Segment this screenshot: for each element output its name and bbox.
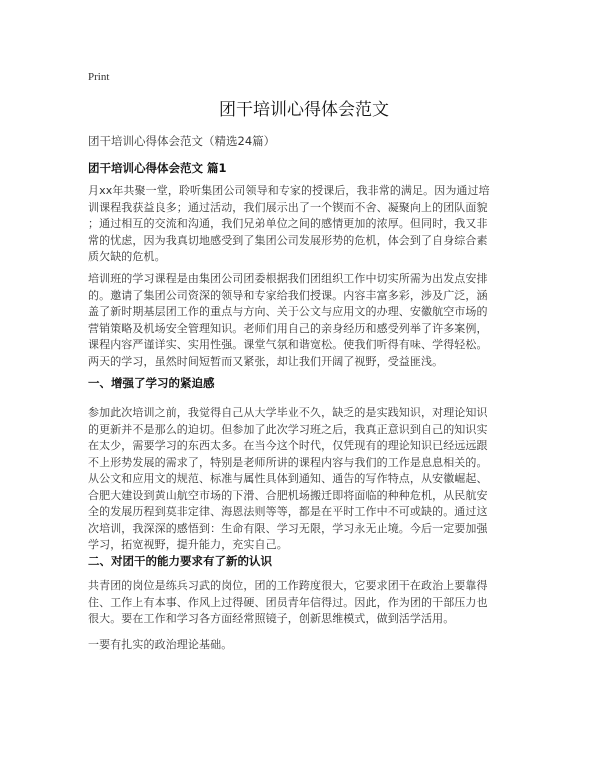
paragraph-2: [88, 271, 520, 370]
paragraph-line: 的。邀请了集团公司资深的领导和专家给我们授课。内容丰富多彩，涉及广泛，涵: [88, 288, 488, 302]
paragraph-line: 盖了新时期基层团工作的重点与方向、关于公文与应用文的办理、安徽航空市场的: [88, 305, 488, 318]
paragraph-line: 全的发展历程到莫非定律、海恩法则等等，都是在平时工作中不可或缺的。通过这: [88, 505, 488, 518]
paragraph-5: [88, 637, 520, 654]
paragraph-line: 不上形势发展的需求了，特别是老师所讲的课程内容与我们的工作是息息相关的。: [88, 455, 488, 469]
section-heading: 团干培训心得体会范文 篇1: [88, 161, 227, 175]
paragraph-line: 的更新并不是那么的迫切。但参加了此次学习班之后，我真正意识到自己的知识实: [88, 422, 488, 436]
paragraph-line: 学习，拓宽视野，提升能力，充实自己。: [88, 538, 288, 551]
paragraph-line: 在太少，需要学习的东西太多。在当今这个时代，仅凭现有的理论知识已经远远跟: [88, 439, 488, 452]
paragraph-line: 两天的学习，虽然时间短暂而又紧张，却让我们开阔了视野，受益匪浅。: [88, 354, 444, 368]
paragraph-line: 很大。要在工作和学习各方面经常照镜子，创新思维模式，做到活学活用。: [88, 612, 455, 625]
paragraph-1: [88, 183, 520, 266]
paragraph-line: 参加此次培训之前，我觉得自己从大学毕业不久，缺乏的是实践知识，对理论知识: [88, 406, 488, 419]
paragraph-line: 训课程我获益良多；通过活动，我们展示出了一个锲而不舍、凝聚向上的团队面貌: [88, 200, 488, 214]
paragraph-line: 合肥大建设到黄山航空市场的下滑、合肥机场搬迁即将面临的种种危机，从民航安: [88, 488, 488, 502]
subheading-2: 二、对团干的能力要求有了新的认识: [88, 554, 272, 568]
paragraph-line: 培训班的学习课程是由集团公司团委根据我们团组织工作中切实所需为出发点安排: [88, 272, 488, 285]
paragraph-line: 住、工作上有本事、作风上过得硬、团员青年信得过。因此，作为团的干部压力也: [88, 595, 488, 609]
paragraph-4: [88, 578, 520, 628]
paragraph-line: 共青团的岗位是练兵习武的岗位，团的工作跨度很大，它要求团干在政治上要靠得: [88, 579, 488, 592]
paragraph-line: 月xx年共聚一堂，聆听集团公司领导和专家的授课后，我非常的满足。因为通过培: [88, 184, 490, 197]
subtitle: 团干培训心得体会范文（精选24篇）: [88, 134, 276, 148]
paragraph-line: 一要有扎实的政治理论基础。: [88, 638, 233, 651]
paragraph-line: 从公文和应用文的规范、标准与属性具体到通知、通告的写作特点，从安徽崛起、: [88, 472, 488, 485]
paragraph-line: 常的忧虑，因为我真切地感受到了集团公司发展形势的危机，体会到了自身综合素: [88, 233, 488, 247]
print-link[interactable]: Print: [88, 71, 110, 83]
paragraph-line: 质欠缺的危机。: [88, 250, 166, 263]
paragraph-line: 次培训，我深深的感悟到：生命有限、学习无限，学习永无止境。今后一定要加强: [88, 521, 488, 535]
paragraph-line: 营销策略及机场安全管理知识。老师们用自己的亲身经历和感受列举了许多案例，: [88, 321, 488, 335]
paragraph-line: 课程内容严谨详实、实用性强。课堂气氛和谐宽松。使我们听得有味、学得轻松。: [88, 338, 488, 351]
paragraph-line: ；通过相互的交流和沟通，我们兄弟单位之间的感情更加的浓厚。但同时，我又非: [88, 217, 488, 230]
page-title: 团干培训心得体会范文: [219, 100, 389, 120]
paragraph-3: [88, 405, 520, 554]
subheading-1: 一、增强了学习的紧迫感: [88, 376, 215, 390]
